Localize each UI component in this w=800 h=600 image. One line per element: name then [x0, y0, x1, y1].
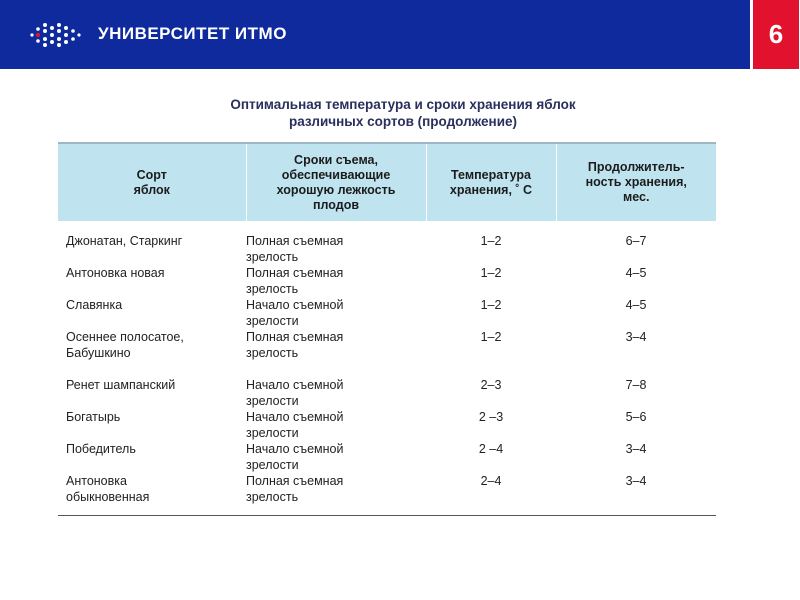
- temperature-cell: 2 –4: [478, 442, 504, 456]
- duration-cell: 3–4: [625, 474, 647, 488]
- variety-cell: Богатырь: [66, 410, 121, 424]
- column-header: Сроки съема, обеспечивающие хорошую лежкость плодов: [246, 143, 426, 221]
- table-row: [58, 473, 716, 515]
- temperature-cell: 1–2: [480, 234, 502, 248]
- table-row: [58, 409, 716, 441]
- column-header: Сорт яблок: [133, 167, 170, 197]
- duration-cell: 3–4: [625, 442, 647, 456]
- temperature-cell: 2–3: [480, 378, 502, 392]
- column-header: Температура хранения, ˚ С: [426, 143, 556, 221]
- slide-number-badge: 6: [750, 0, 800, 69]
- duration-cell: 7–8: [625, 378, 647, 392]
- temperature-cell: 2 –3: [478, 410, 504, 424]
- table-row: [58, 265, 716, 297]
- table-header-row: [58, 143, 716, 221]
- harvest-stage-cell: Начало съемной зрелости: [246, 378, 344, 408]
- title-line-1: Оптимальная температура и сроки хранения яблок: [230, 97, 576, 112]
- temperature-cell: 1–2: [480, 330, 502, 344]
- harvest-stage-cell: Начало съемной зрелости: [246, 410, 344, 440]
- duration-cell: 4–5: [625, 266, 647, 280]
- itmo-logo-icon: [28, 20, 88, 50]
- harvest-stage-cell: Полная съемная зрелость: [246, 266, 344, 296]
- harvest-stage-cell: Полная съемная зрелость: [246, 330, 344, 360]
- variety-cell: Джонатан, Старкинг: [66, 234, 183, 248]
- table-row: [58, 329, 716, 377]
- table-document: [58, 96, 718, 504]
- brand-name: УНИВЕРСИТЕТ ИТМО: [98, 24, 287, 43]
- table-row: [58, 377, 716, 409]
- duration-cell: 5–6: [625, 410, 647, 424]
- table-row: [58, 221, 716, 265]
- variety-cell: Победитель: [66, 442, 136, 456]
- temperature-cell: 2–4: [480, 474, 502, 488]
- harvest-stage-cell: Полная съемная зрелость: [246, 474, 344, 504]
- variety-cell: Антоновка новая: [66, 266, 165, 280]
- harvest-stage-cell: Начало съемной зрелости: [246, 298, 344, 328]
- title-line-2: различных сортов (продолжение): [288, 114, 518, 129]
- table-row: [58, 297, 716, 329]
- harvest-stage-cell: Полная съемная зрелость: [246, 234, 344, 264]
- duration-cell: 3–4: [625, 330, 647, 344]
- variety-cell: Антоновка обыкновенная: [66, 474, 150, 504]
- header-bar: [0, 0, 800, 69]
- column-header: Продолжитель- ность хранения, мес.: [556, 143, 716, 221]
- temperature-cell: 1–2: [480, 298, 502, 312]
- apple-storage-table: [58, 142, 716, 516]
- table-title: [88, 96, 718, 130]
- variety-cell: Ренет шампанский: [66, 378, 176, 392]
- duration-cell: 4–5: [625, 298, 647, 312]
- variety-cell: Славянка: [66, 298, 123, 312]
- duration-cell: 6–7: [625, 234, 647, 248]
- variety-cell: Осеннее полосатое, Бабушкино: [66, 330, 184, 360]
- table-row: [58, 441, 716, 473]
- harvest-stage-cell: Начало съемной зрелости: [246, 442, 344, 472]
- temperature-cell: 1–2: [480, 266, 502, 280]
